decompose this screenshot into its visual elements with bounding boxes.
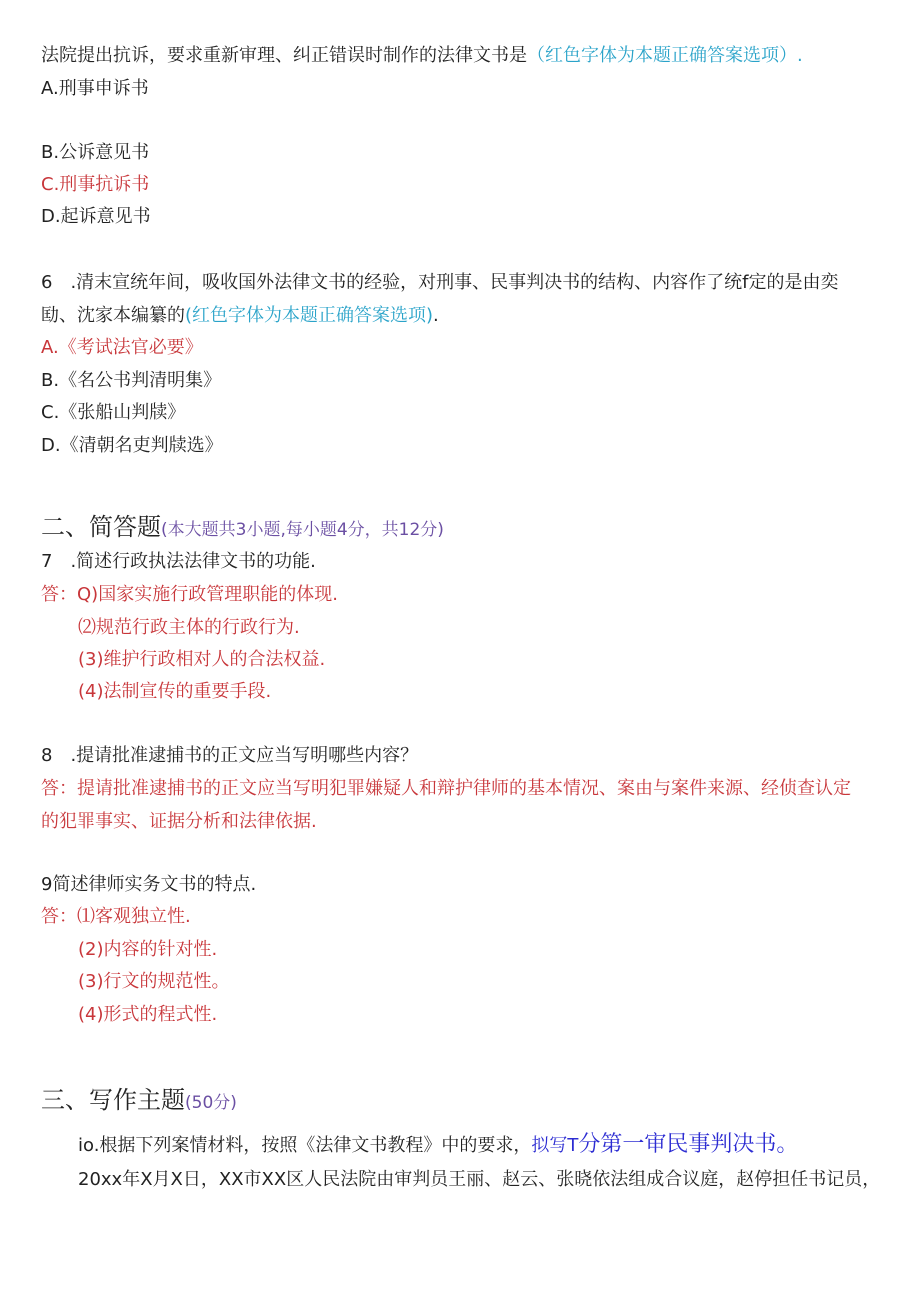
q8-question: 8 .提请批准逮捕书的正文应当写明哪些内容？ — [41, 745, 419, 766]
q5-stem: 法院提出抗诉，要求重新审理、纠正错误时制作的法律文书是 — [41, 45, 527, 66]
section2-note: (本大题共3小题,每小题4分，共12分) — [161, 520, 444, 540]
q5-option-c-correct: C.刑事抗诉书 — [41, 174, 150, 195]
q10-line2: 20xx年X月X日，XX市XX区人民法院由审判员王丽、赵云、张晓依法组成合议庭，赵停担任书记员， — [78, 1169, 881, 1190]
q5-option-b: B.公诉意见书 — [41, 142, 150, 163]
q5-hint: （红色字体为本题正确答案选项）. — [527, 45, 803, 66]
q8-answer-line2: 的犯罪事实、证据分析和法律依据. — [41, 811, 317, 832]
q10-line1-task: 分第一审民事判决书。 — [578, 1132, 799, 1157]
q7-answer-1: Q)国家实施行政管理职能的体现. — [77, 584, 338, 605]
q8-answer-line1: 答：提请批准逮捕书的正文应当写明犯罪嫌疑人和辩护律师的基本情况、案由与案件来源、经侦查认定 — [41, 778, 851, 799]
q7-question: 7 .简述行政执法法律文书的功能. — [41, 551, 316, 572]
q10-line1-main: io.根据下列案情材料，按照《法律文书教程》中的要求， — [78, 1135, 532, 1156]
q9-answer-line1 — [41, 905, 191, 929]
q7-answer-prefix: 答： — [41, 584, 77, 605]
q6-line2-text: 劻、沈家本编纂的 — [41, 305, 185, 326]
q6-line1: 6 .清末宣统年间，吸收国外法律文书的经验，对刑事、民事判决书的结构、内容作了统f定的是由奕 — [41, 272, 839, 293]
section3-heading — [41, 1085, 237, 1115]
section3-note: (50分) — [185, 1093, 237, 1113]
q6-end: . — [433, 305, 439, 326]
q9-question: 9简述律师实务文书的特点. — [41, 874, 257, 895]
q6-line2 — [41, 304, 439, 328]
q6-option-d: D.《清朝名吏判牍选》 — [41, 435, 223, 456]
q6-option-a-correct: A.《考试法官必要》 — [41, 337, 203, 358]
q9-answer-2: (2)内容的针对性. — [78, 939, 218, 960]
section3-title: 三、写作主题 — [41, 1086, 185, 1114]
q7-answer-line1 — [41, 583, 338, 607]
q10-line1-task-prefix: 拟写T — [531, 1135, 579, 1156]
section2-title: 二、简答题 — [41, 513, 161, 541]
q6-option-b: B.《名公书判清明集》 — [41, 370, 222, 391]
q10-line1 — [78, 1133, 798, 1158]
q5-option-d: D.起诉意见书 — [41, 206, 151, 227]
q7-answer-4: (4)法制宣传的重要手段. — [78, 681, 272, 702]
q9-answer-4: (4)形式的程式性. — [78, 1004, 218, 1025]
q6-hint: (红色字体为本题正确答案选项) — [185, 305, 434, 326]
q6-option-c: C.《张船山判牍》 — [41, 402, 186, 423]
q7-answer-3: (3)维护行政相对人的合法权益. — [78, 649, 326, 670]
q9-answer-prefix: 答： — [41, 906, 77, 927]
section2-heading — [41, 512, 444, 542]
q7-answer-2: ⑵规范行政主体的行政行为. — [78, 617, 300, 638]
q9-answer-3: (3)行文的规范性。 — [78, 971, 230, 992]
q5-stem-line — [41, 44, 803, 68]
q5-option-a: A.刑事申诉书 — [41, 78, 149, 99]
q9-answer-1: ⑴客观独立性. — [77, 906, 191, 927]
